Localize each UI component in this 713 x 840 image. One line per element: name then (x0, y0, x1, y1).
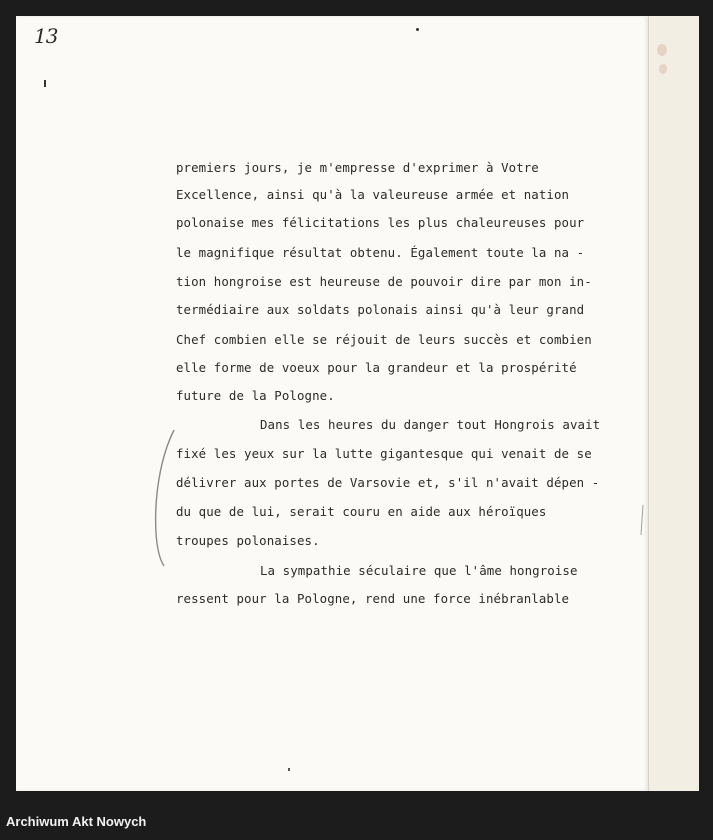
text-line: Chef combien elle se réjouit de leurs succès et combien (176, 332, 592, 347)
underlying-page-edge (648, 16, 699, 791)
folio-number: 13 (34, 24, 58, 48)
pencil-margin-bracket (152, 428, 176, 568)
document-page (16, 16, 648, 791)
ink-dot (288, 768, 290, 771)
text-line: polonaise mes félicitations les plus chaleureuses pour (176, 215, 585, 230)
paper-stain (657, 44, 667, 56)
text-line: Excellence, ainsi qu'à la valeureuse armée et nation (176, 187, 570, 202)
text-line: le magnifique résultat obtenu. Également toute la na - (176, 245, 585, 260)
text-line: Dans les heures du danger tout Hongrois avait (260, 417, 601, 432)
text-line: tion hongroise est heureuse de pouvoir dire par mon in- (176, 274, 592, 289)
text-line: elle forme de voeux pour la grandeur et la prospérité (176, 360, 577, 375)
text-line: future de la Pologne. (176, 388, 335, 403)
text-line: premiers jours, je m'empresse d'exprimer à Votre (176, 160, 539, 175)
text-line: ressent pour la Pologne, rend une force inébranlable (176, 591, 570, 606)
archive-watermark: Archiwum Akt Nowych (6, 814, 147, 829)
text-line: du que de lui, serait couru en aide aux héroïques (176, 504, 547, 519)
pencil-margin-mark (639, 505, 645, 535)
text-line: termédiaire aux soldats polonais ainsi qu'à leur grand (176, 302, 585, 317)
ink-dot (416, 28, 419, 31)
text-line: troupes polonaises. (176, 533, 320, 548)
text-line: La sympathie séculaire que l'âme hongroise (260, 563, 578, 578)
paper-stain (659, 64, 667, 74)
text-line: fixé les yeux sur la lutte gigantesque qui venait de se (176, 446, 592, 461)
text-line: délivrer aux portes de Varsovie et, s'il n'avait dépen - (176, 475, 600, 490)
folio-mark (44, 80, 46, 87)
